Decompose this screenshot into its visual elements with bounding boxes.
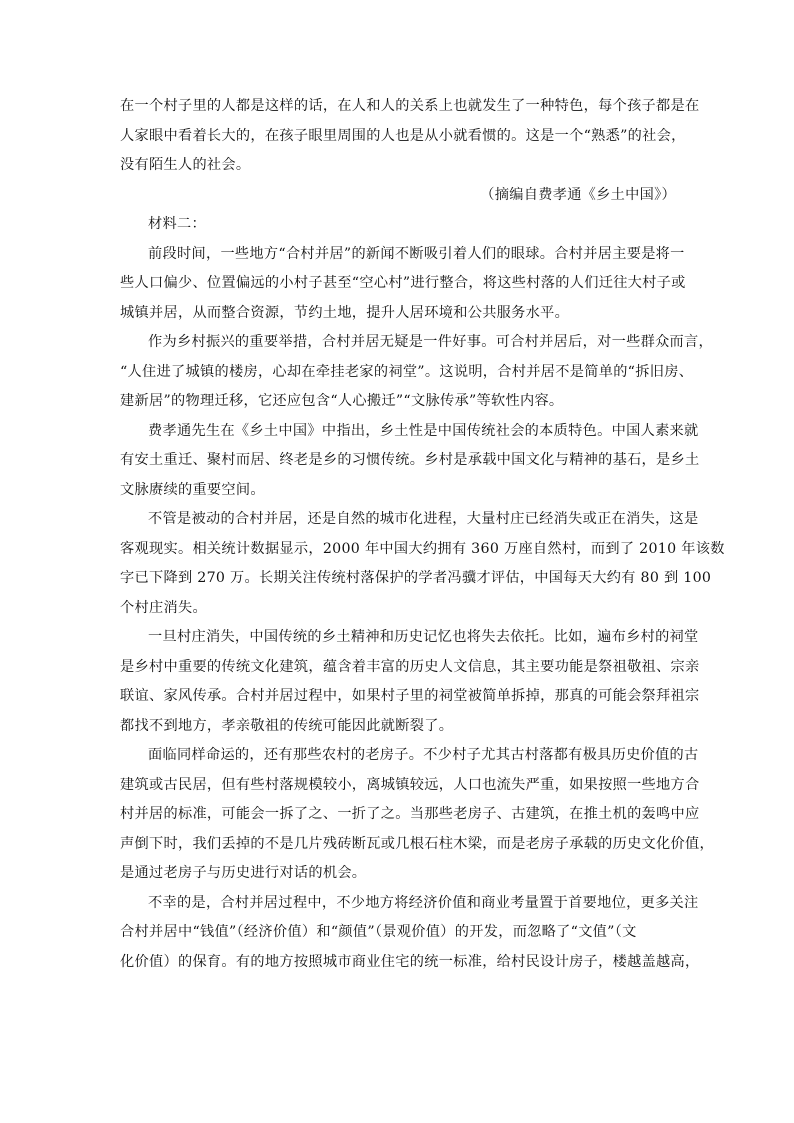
text-line: 文脉赓续的重要空间。 (120, 481, 265, 498)
text-line: 村并居的标准，可能会一拆了之、一折了之。当那些老房子、古建筑，在推土机的轰鸣中应 (120, 806, 700, 822)
text-line: 声倒下时，我们丢掉的不是几片残砖断瓦或几根石柱木梁，而是老房子承载的历史文化价值， (120, 835, 714, 852)
text-line: 不幸的是，合村并居过程中，不少地方将经济价值和商业考量置于首要地位，更多关注 (148, 894, 699, 911)
document-body (120, 92, 725, 977)
text-line: 些人口偏少、位置偏远的小村子甚至“空心村”进行整合，将这些村落的人们迁往大村子或 (120, 275, 686, 291)
text-line: 合村并居中“钱值”（经济价值）和“颜值”（景观价值）的开发，而忽略了“文值”（文 (120, 924, 637, 940)
text-line: 人家眼中看着长大的，在孩子眼里周围的人也是从小就看惯的。这是一个“熟悉”的社会， (120, 127, 686, 144)
text-line: 材料二： (148, 216, 206, 232)
text-line: 客观现实。相关统计数据显示，2000 年中国大约拥有 360 万座自然村，而到了 2010 年该数 (120, 540, 725, 557)
text-line: 个村庄消失。 (120, 599, 207, 616)
text-line: 字已下降到 270 万。长期关注传统村落保护的学者冯骥才评估，中国每天大约有 80 到 100 (120, 570, 712, 586)
text-line: 没有陌生人的社会。 (120, 157, 251, 173)
text-line: 化价值）的保育。有的地方按照城市商业住宅的统一标准，给村民设计房子，楼越盖越高， (120, 953, 700, 970)
text-line: 在一个村子里的人都是这样的话，在人和人的关系上也就发生了一种特色，每个孩子都是在 (120, 98, 700, 114)
text-line: 联谊、家风传承。合村并居过程中，如果村子里的祠堂被简单拆掉，那真的可能会祭拜祖宗 (120, 688, 700, 704)
text-line: 是通过老房子与历史进行对话的机会。 (120, 865, 367, 881)
text-line: 城镇并居，从而整合资源，节约土地，提升人居环境和公共服务水平。 (120, 304, 570, 321)
text-line: 建筑或古民居，但有些村落规模较小，离城镇较远，人口也流失严重，如果按照一些地方合 (120, 776, 700, 793)
text-line: 有安土重迁、聚村而居、终老是乡的习惯传统。乡村是承载中国文化与精神的基石，是乡土 (120, 452, 700, 468)
text-line: 都找不到地方，孝亲敬祖的传统可能因此就断裂了。 (120, 717, 454, 734)
text-line: （摘编自费孝通《乡土中国》） (480, 186, 676, 203)
text-line: 是乡村中重要的传统文化建筑，蕴含着丰富的历史人文信息，其主要功能是祭祖敬祖、宗亲 (120, 658, 700, 675)
text-line: 建新居”的物理迁移，它还应包含“人心搬迁”“文脉传承”等软性内容。 (120, 393, 564, 409)
text-line: 面临同样命运的，还有那些农村的老房子。不少村子尤其古村落都有极具历史价值的古 (148, 747, 699, 763)
text-line: “人住进了城镇的楼房，心却在牵挂老家的祠堂”。这说明，合村并居不是简单的“拆旧房、 (120, 363, 694, 380)
text-line: 前段时间，一些地方“合村并居”的新闻不断吸引着人们的眼球。合村并居主要是将一 (148, 245, 685, 262)
text-line: 费孝通先生在《乡土中国》中指出，乡土性是中国传统社会的本质特色。中国人素来就 (148, 422, 699, 439)
text-line: 作为乡村振兴的重要举措，合村并居无疑是一件好事。可合村并居后，对一些群众而言， (148, 334, 714, 350)
text-line: 一旦村庄消失，中国传统的乡土精神和历史记忆也将失去依托。比如，遍布乡村的祠堂 (148, 629, 699, 645)
text-line: 不管是被动的合村并居，还是自然的城市化进程，大量村庄已经消失或正在消失，这是 (148, 511, 699, 527)
